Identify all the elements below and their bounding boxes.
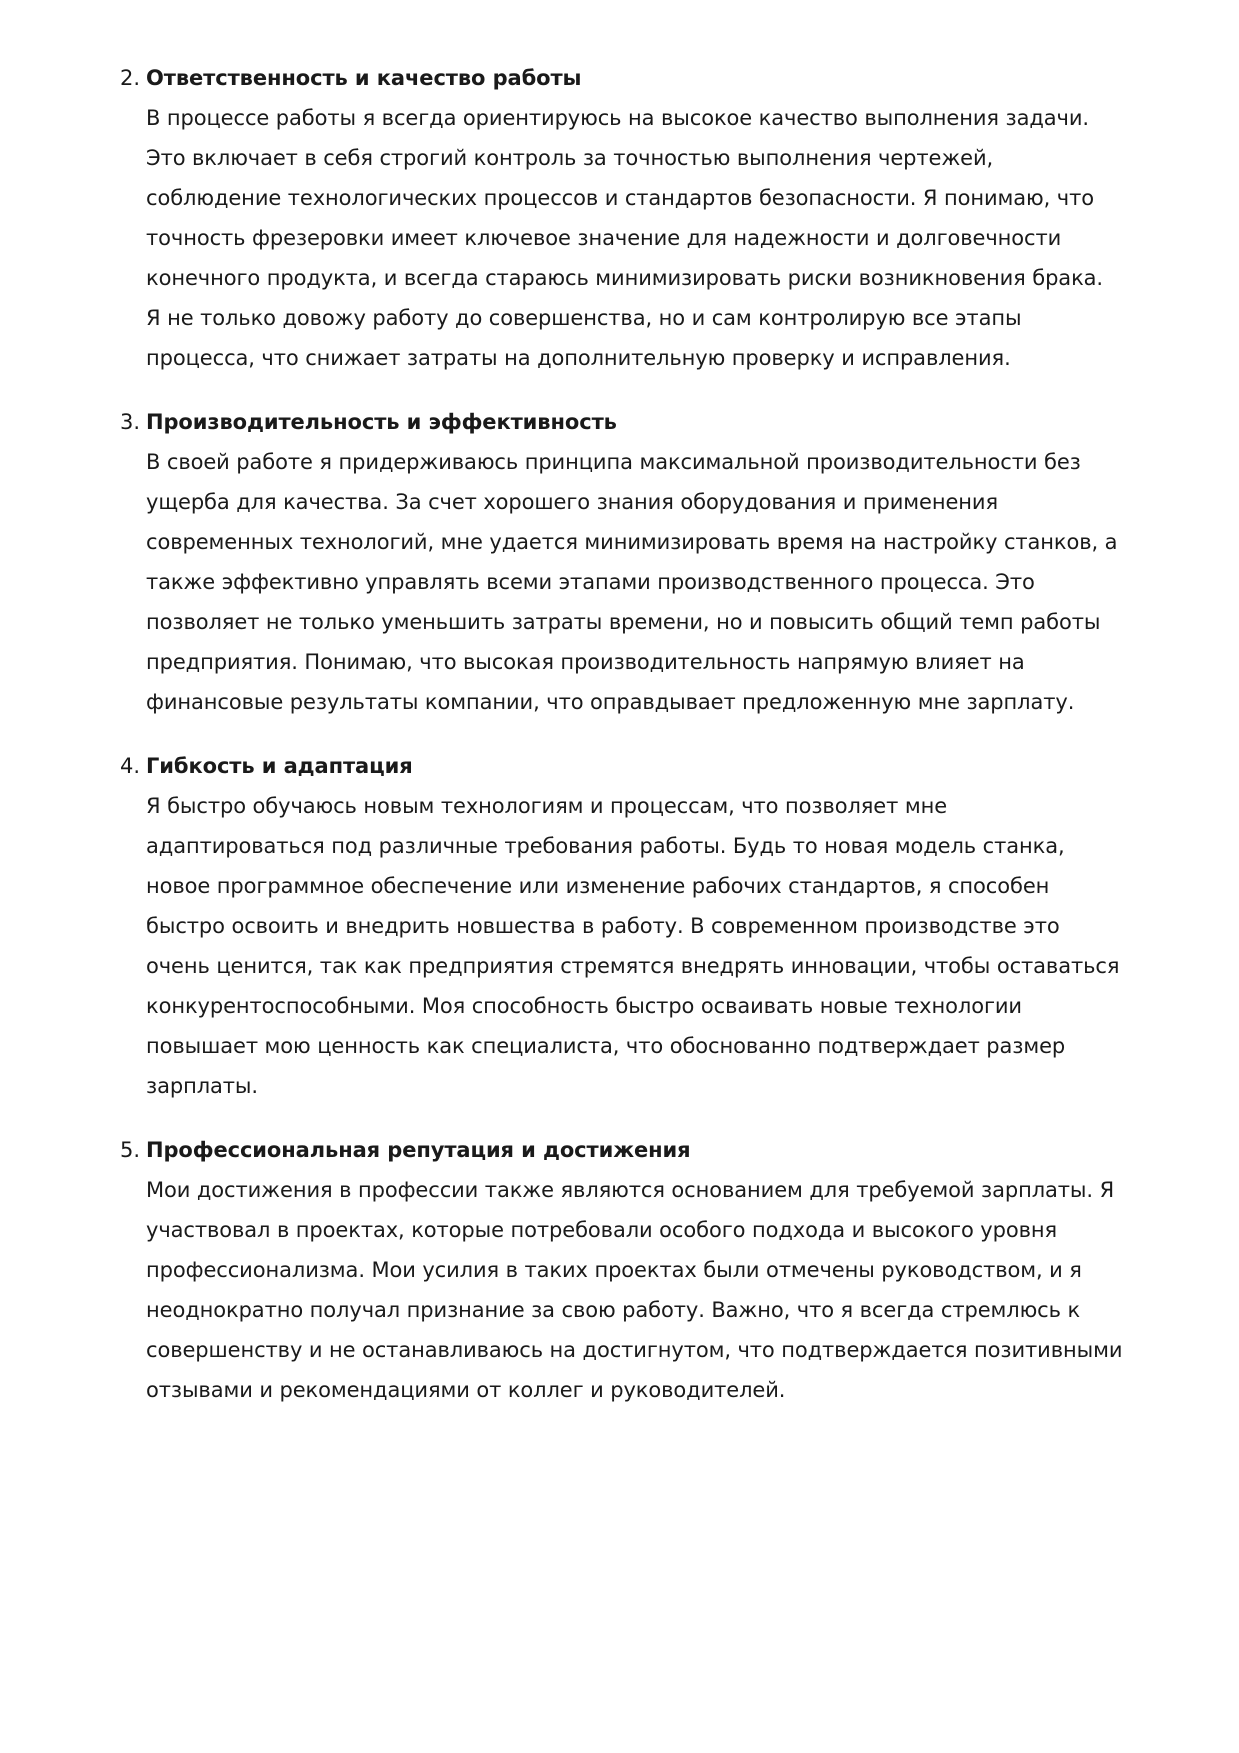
body-line: В своей работе я придерживаюсь принципа максимальной производительности без <box>146 450 1081 474</box>
body-line: совершенству и не останавливаюсь на достигнутом, что подтверждается позитивными <box>146 1338 1123 1362</box>
body-line: Я быстро обучаюсь новым технологиям и процессам, что позволяет мне <box>146 794 948 818</box>
body-line: быстро освоить и внедрить новшества в работу. В современном производстве это <box>146 914 1060 938</box>
body-line: Я не только довожу работу до совершенства, но и сам контролирую все этапы <box>146 306 1022 330</box>
body-line: зарплаты. <box>146 1074 258 1098</box>
list-item <box>120 746 1160 1106</box>
body-line: повышает мою ценность как специалиста, что обоснованно подтверждает размер <box>146 1034 1066 1058</box>
item-number: 4. <box>120 754 141 778</box>
body-line: отзывами и рекомендациями от коллег и руководителей. <box>146 1378 786 1402</box>
item-number: 3. <box>120 410 141 434</box>
body-line: профессионализма. Мои усилия в таких проектах были отмечены руководством, и я <box>146 1258 1082 1282</box>
item-body <box>146 1170 1160 1410</box>
item-heading: Производительность и эффективность <box>146 410 617 434</box>
item-heading: Ответственность и качество работы <box>146 66 582 90</box>
body-line: также эффективно управлять всеми этапами производственного процесса. Это <box>146 570 1035 594</box>
body-line: позволяет не только уменьшить затраты времени, но и повысить общий темп работы <box>146 610 1101 634</box>
body-line: точность фрезеровки имеет ключевое значение для надежности и долговечности <box>146 226 1062 250</box>
body-line: Это включает в себя строгий контроль за точностью выполнения чертежей, <box>146 146 994 170</box>
body-line: предприятия. Понимаю, что высокая производительность напрямую влияет на <box>146 650 1025 674</box>
body-line: участвовал в проектах, которые потребовали особого подхода и высокого уровня <box>146 1218 1058 1242</box>
body-line: конечного продукта, и всегда стараюсь минимизировать риски возникновения брака. <box>146 266 1104 290</box>
body-line: очень ценится, так как предприятия стремятся внедрять инновации, чтобы оставаться <box>146 954 1120 978</box>
body-line: современных технологий, мне удается минимизировать время на настройку станков, а <box>146 530 1118 554</box>
item-body <box>146 786 1160 1106</box>
item-heading: Гибкость и адаптация <box>146 754 413 778</box>
item-heading: Профессиональная репутация и достижения <box>146 1138 691 1162</box>
list-item <box>120 1130 1160 1410</box>
body-line: В процессе работы я всегда ориентируюсь на высокое качество выполнения задачи. <box>146 106 1089 130</box>
body-line: адаптироваться под различные требования работы. Будь то новая модель станка, <box>146 834 1065 858</box>
item-body <box>146 442 1160 722</box>
body-line: Мои достижения в профессии также являются основанием для требуемой зарплаты. Я <box>146 1178 1115 1202</box>
item-body <box>146 98 1160 378</box>
item-number: 2. <box>120 66 141 90</box>
list-item <box>120 58 1160 378</box>
body-line: новое программное обеспечение или изменение рабочих стандартов, я способен <box>146 874 1050 898</box>
list-item <box>120 402 1160 722</box>
item-number: 5. <box>120 1138 141 1162</box>
body-line: ущерба для качества. За счет хорошего знания оборудования и применения <box>146 490 999 514</box>
body-line: процесса, что снижает затраты на дополнительную проверку и исправления. <box>146 346 1011 370</box>
body-line: неоднократно получал признание за свою работу. Важно, что я всегда стремлюсь к <box>146 1298 1081 1322</box>
body-line: финансовые результаты компании, что оправдывает предложенную мне зарплату. <box>146 690 1075 714</box>
body-line: конкурентоспособными. Моя способность быстро осваивать новые технологии <box>146 994 1022 1018</box>
numbered-list <box>120 58 1160 1434</box>
body-line: соблюдение технологических процессов и стандартов безопасности. Я понимаю, что <box>146 186 1094 210</box>
